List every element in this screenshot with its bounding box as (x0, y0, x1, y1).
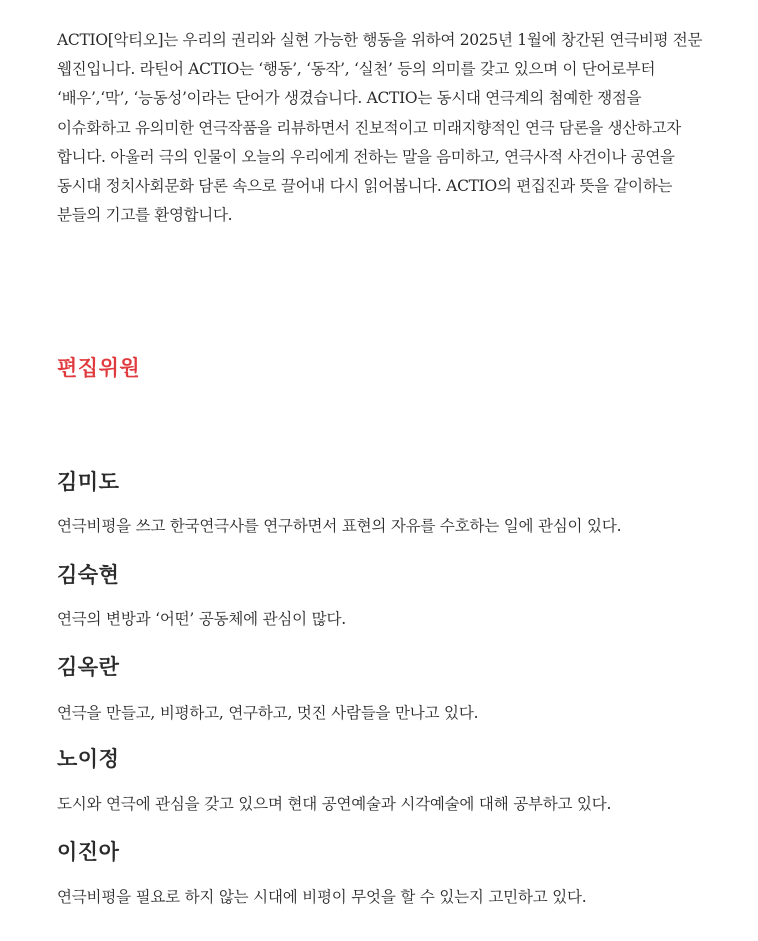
member-name: 김숙현 (57, 562, 120, 587)
member-description: 도시와 연극에 관심을 갖고 있으며 현대 공연예술과 시각예술에 대해 공부하고 있다. (57, 795, 612, 813)
member-name: 김미도 (57, 469, 120, 494)
intro-paragraph: ACTIO[악티오]는 우리의 권리와 실현 가능한 행동을 위하여 2025년 1월에 창간된 연극비평 전문 웹진입니다. 라틴어 ACTIO는 ‘행동’, ‘동작’, ‘실천’ 등의 의미를 갖고 있으며 이 단어로부터 ‘배우’,‘막’, ‘능동성’이라는 단어가 생겼습니다. ACTIO는 동시대 연극계의 첨예한 쟁점을 이슈화하고 유의미한 연극작품을 리뷰하면서 진보적이고 미래지향적인 연극 담론을 생산하고자 합니다. 아울러 극의 인물이 오늘의 우리에게 전하는 말을 음미하고, 연극사적 사건이나 공연을 동시대 정치사회문화 담론 속으로 끌어내 다시 읽어봅니다. ACTIO의 편집진과 뜻을 같이하는 분들의 기고를 환영합니다. (57, 31, 703, 225)
member-name: 김옥란 (57, 654, 120, 679)
member-name: 노이정 (57, 746, 120, 771)
member-description: 연극의 변방과 ‘어떤’ 공동체에 관심이 많다. (57, 610, 346, 628)
member-description: 연극비평을 쓰고 한국연극사를 연구하면서 표현의 자유를 수호하는 일에 관심이 있다. (57, 517, 622, 535)
member-description: 연극비평을 필요로 하지 않는 시대에 비평이 무엇을 할 수 있는지 고민하고 있다. (57, 888, 587, 906)
member-name: 이진아 (57, 839, 120, 864)
member-description: 연극을 만들고, 비평하고, 연구하고, 멋진 사람들을 만나고 있다. (57, 704, 479, 722)
editorial-board-title: 편집위원 (57, 355, 141, 380)
